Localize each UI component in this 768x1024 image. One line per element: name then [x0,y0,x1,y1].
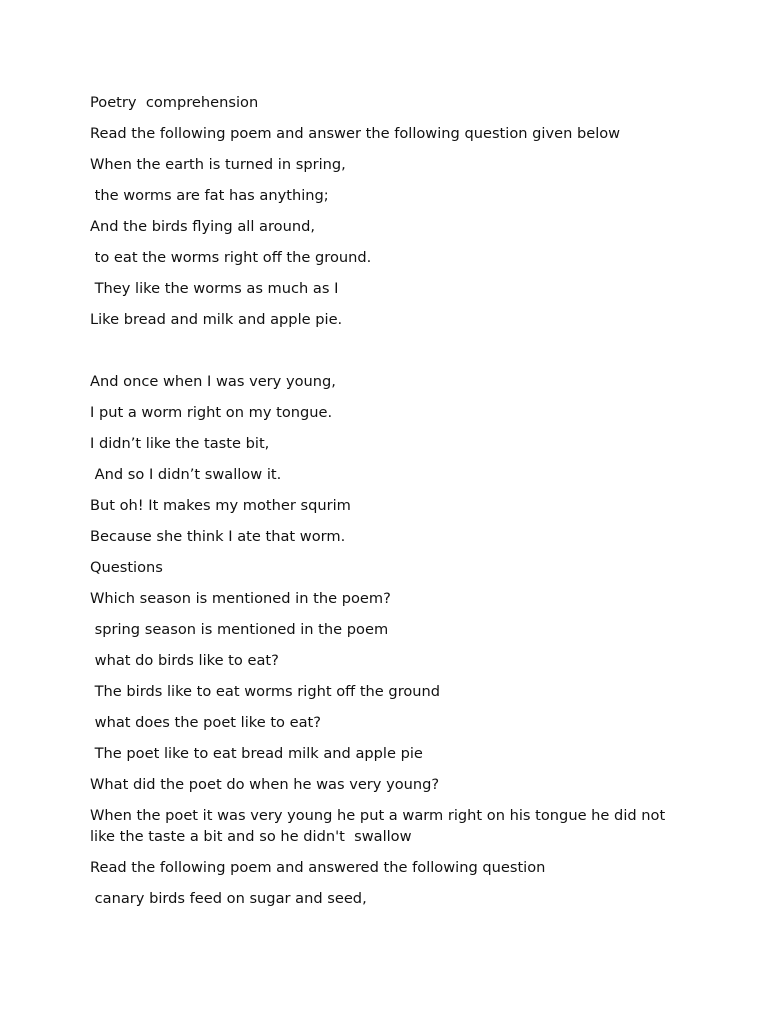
poem-line: When the earth is turned in spring, [90,156,346,173]
poem-line: Because she think I ate that worm. [90,528,346,545]
poem-line: But oh! It makes my mother squrim [90,497,351,514]
poem-line: And once when I was very young, [90,373,336,390]
poem-line: the worms are fat has anything; [90,187,329,204]
doc-title: Poetry comprehension [90,94,259,111]
question-line: what do birds like to eat? [90,652,279,669]
question-line: What did the poet do when he was very young? [90,776,440,793]
instruction-line: Read the following poem and answered the following question [90,859,546,876]
answer-line: spring season is mentioned in the poem [90,621,389,638]
questions-heading: Questions [90,559,163,576]
document-page [90,92,670,919]
question-line: Which season is mentioned in the poem? [90,590,391,607]
stanza-break [90,340,670,361]
poem-line: And the birds flying all around, [90,218,315,235]
question-line: what does the poet like to eat? [90,714,322,731]
poem-line: I put a worm right on my tongue. [90,404,333,421]
poem-line: They like the worms as much as I [90,280,339,297]
instruction-line: Read the following poem and answer the following question given below [90,125,621,142]
poem-line: I didn’t like the taste bit, [90,435,270,452]
poem-line: And so I didn’t swallow it. [90,466,282,483]
poem-line: canary birds feed on sugar and seed, [90,890,367,907]
poem-line: to eat the worms right off the ground. [90,249,372,266]
answer-line: The birds like to eat worms right off the ground [90,683,441,700]
poem-line: Like bread and milk and apple pie. [90,311,343,328]
answer-line: When the poet it was very young he put a warm right on his tongue he did not like the taste a bit and so he didn't swallow [90,807,670,845]
answer-line: The poet like to eat bread milk and apple pie [90,745,423,762]
